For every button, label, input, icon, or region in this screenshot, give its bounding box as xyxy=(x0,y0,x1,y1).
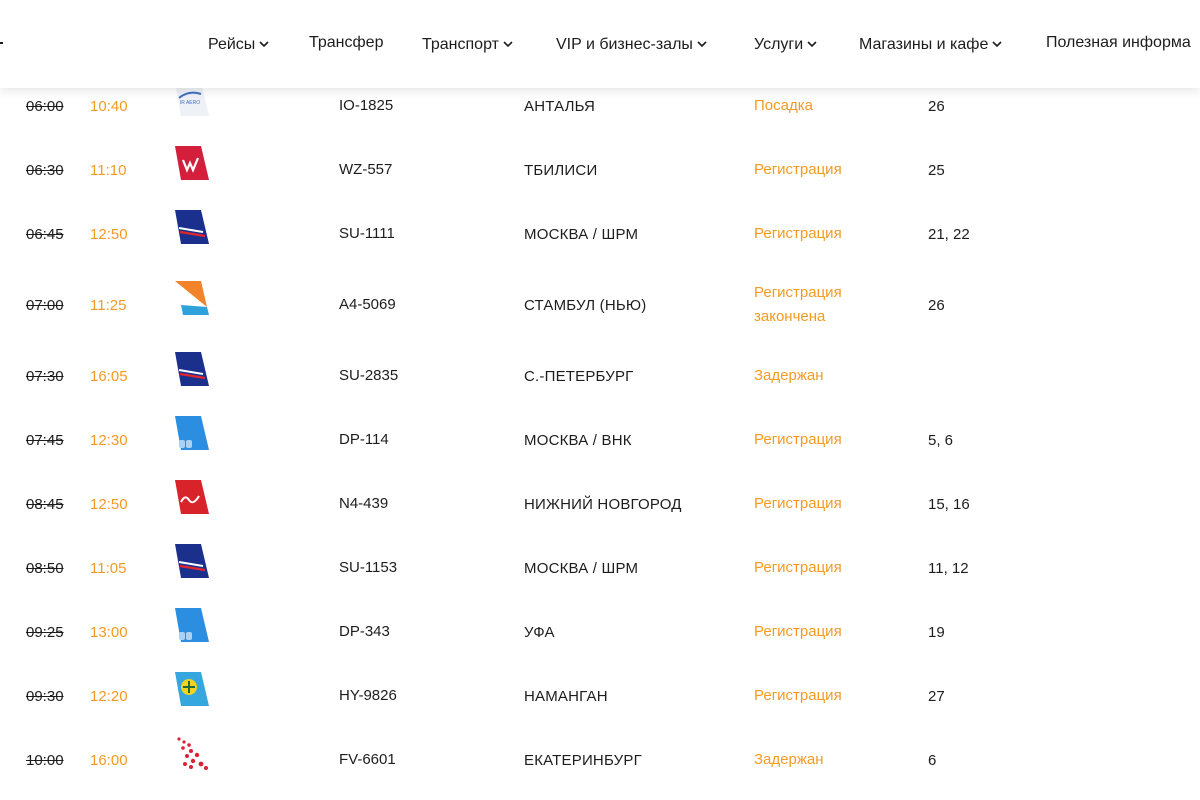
nav-item-label: Транспорт xyxy=(422,36,499,53)
nav-item-shops-cafes[interactable] xyxy=(859,34,1002,54)
destination: НАМАНГАН xyxy=(524,688,608,705)
flight-row[interactable] xyxy=(0,432,1200,472)
status-line: Регистрация xyxy=(754,495,842,512)
actual-time: 10:40 xyxy=(90,98,128,115)
chevron-down-icon xyxy=(697,34,707,52)
flight-row[interactable] xyxy=(0,560,1200,600)
nav-item-label: Магазины и кафе xyxy=(859,36,989,53)
status-line: Регистрация xyxy=(754,161,842,178)
gate: 15, 16 xyxy=(928,496,970,513)
scheduled-time: 10:00 xyxy=(26,752,64,769)
flight-status xyxy=(754,556,842,580)
status-line: закончена xyxy=(754,308,826,325)
flight-row[interactable] xyxy=(0,688,1200,728)
scheduled-time: 06:00 xyxy=(26,98,64,115)
flight-status xyxy=(754,748,824,772)
pobeda-logo-icon xyxy=(171,416,209,450)
destination: УФА xyxy=(524,624,555,641)
actual-time: 13:00 xyxy=(90,624,128,641)
destination: АНТАЛЬЯ xyxy=(524,98,596,115)
flight-number: DP-343 xyxy=(339,623,390,640)
nav-item-label: VIP и бизнес-залы xyxy=(556,36,693,53)
uzbekistan-airways-logo-icon xyxy=(171,672,209,706)
destination: ЕКАТЕРИНБУРГ xyxy=(524,752,642,769)
nav-item-vip-lounges[interactable] xyxy=(556,34,707,54)
flight-row[interactable] xyxy=(0,496,1200,536)
flight-number: SU-1153 xyxy=(339,559,398,576)
gate: 21, 22 xyxy=(928,226,970,243)
svg-text:IR AERO: IR AERO xyxy=(179,100,201,106)
status-line: Регистрация xyxy=(754,623,842,640)
flight-status xyxy=(754,158,842,182)
actual-time: 16:00 xyxy=(90,752,128,769)
nav-item-label: Услуги xyxy=(754,36,804,53)
scheduled-time: 07:30 xyxy=(26,368,64,385)
flight-number: HY-9826 xyxy=(339,687,397,704)
nav-item-flights[interactable] xyxy=(208,34,269,54)
flight-number: SU-2835 xyxy=(339,367,399,384)
nav-item-services[interactable] xyxy=(754,34,817,54)
chevron-down-icon xyxy=(259,34,269,52)
actual-time: 12:20 xyxy=(90,688,128,705)
top-navigation xyxy=(0,0,1200,88)
gate: 27 xyxy=(928,688,945,705)
pobeda-logo-icon xyxy=(171,608,209,642)
actual-time: 16:05 xyxy=(90,368,128,385)
scheduled-time: 08:50 xyxy=(26,560,64,577)
flight-row[interactable] xyxy=(0,162,1200,202)
flight-status xyxy=(754,222,842,246)
flight-number: N4-439 xyxy=(339,495,389,512)
flight-status xyxy=(754,492,842,516)
actual-time: 12:50 xyxy=(90,226,128,243)
gate: 19 xyxy=(928,624,945,641)
nav-item-label: Рейсы xyxy=(208,36,256,53)
scheduled-time: 06:30 xyxy=(26,162,64,179)
status-line: Посадка xyxy=(754,97,813,114)
scheduled-time: 07:45 xyxy=(26,432,64,449)
flight-number: SU-1111 xyxy=(339,225,395,242)
flight-row[interactable] xyxy=(0,368,1200,408)
flight-status xyxy=(754,94,813,118)
anadolujet-logo-icon xyxy=(171,281,209,315)
destination: ТБИЛИСИ xyxy=(524,162,598,179)
actual-time: 11:10 xyxy=(90,162,127,179)
chevron-down-icon xyxy=(992,34,1002,52)
gate: 11, 12 xyxy=(928,560,969,577)
nav-item-transfer[interactable] xyxy=(309,34,383,52)
nav-edge-icon xyxy=(0,42,3,44)
aeroflot-logo-icon xyxy=(171,210,209,244)
wizz-air-logo-icon xyxy=(171,146,209,180)
flight-row[interactable] xyxy=(0,226,1200,266)
flight-status xyxy=(754,620,842,644)
flight-status xyxy=(754,428,842,452)
destination: С.-ПЕТЕРБУРГ xyxy=(524,368,634,385)
destination: МОСКВА / ВНК xyxy=(524,432,632,449)
flight-status xyxy=(754,281,842,329)
status-line: Регистрация xyxy=(754,687,842,704)
actual-time: 11:25 xyxy=(90,297,127,314)
nav-item-label: Трансфер xyxy=(309,34,384,51)
chevron-down-icon xyxy=(807,34,817,52)
actual-time: 12:50 xyxy=(90,496,128,513)
status-line: Задержан xyxy=(754,751,824,768)
destination: СТАМБУЛ (НЬЮ) xyxy=(524,297,647,314)
flight-number: A4-5069 xyxy=(339,296,396,313)
scheduled-time: 09:30 xyxy=(26,688,64,705)
nav-item-useful-info[interactable] xyxy=(1046,34,1191,52)
scheduled-time: 07:00 xyxy=(26,297,64,314)
chevron-down-icon xyxy=(503,34,513,52)
flight-row[interactable] xyxy=(0,752,1200,792)
status-line: Задержан xyxy=(754,367,824,384)
flight-row[interactable] xyxy=(0,98,1200,138)
aeroflot-logo-icon xyxy=(171,544,209,578)
gate: 6 xyxy=(928,752,937,769)
destination: МОСКВА / ШРМ xyxy=(524,560,639,577)
status-line: Регистрация xyxy=(754,225,842,242)
gate: 26 xyxy=(928,297,945,314)
destination: НИЖНИЙ НОВГОРОД xyxy=(524,496,682,513)
status-line: Регистрация xyxy=(754,284,842,301)
aeroflot-logo-icon xyxy=(171,352,209,386)
flight-row[interactable] xyxy=(0,284,1200,337)
actual-time: 12:30 xyxy=(90,432,128,449)
actual-time: 11:05 xyxy=(90,560,127,577)
scheduled-time: 09:25 xyxy=(26,624,64,641)
gate: 25 xyxy=(928,162,945,179)
flight-number: WZ-557 xyxy=(339,161,393,178)
flight-number: IO-1825 xyxy=(339,97,394,114)
flight-number: DP-114 xyxy=(339,431,389,448)
destination: МОСКВА / ШРМ xyxy=(524,226,639,243)
rossiya-logo-icon xyxy=(171,736,209,770)
gate: 26 xyxy=(928,98,945,115)
scheduled-time: 08:45 xyxy=(26,496,64,513)
nav-item-label: Полезная информа xyxy=(1046,34,1191,51)
flight-number: FV-6601 xyxy=(339,751,396,768)
flight-row[interactable] xyxy=(0,624,1200,664)
nordwind-logo-icon xyxy=(171,480,209,514)
status-line: Регистрация xyxy=(754,431,842,448)
gate: 5, 6 xyxy=(928,432,954,449)
nav-item-transport[interactable] xyxy=(422,34,513,54)
status-line: Регистрация xyxy=(754,559,842,576)
flight-status xyxy=(754,684,842,708)
scheduled-time: 06:45 xyxy=(26,226,64,243)
flight-status xyxy=(754,364,824,388)
